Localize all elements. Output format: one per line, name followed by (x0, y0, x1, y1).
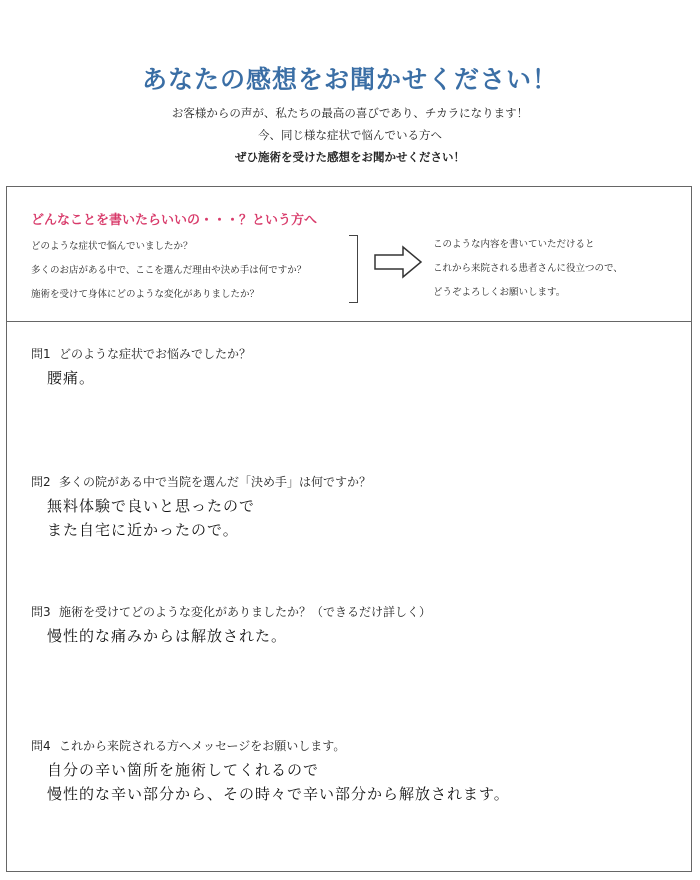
answer-line: 自分の辛い箇所を施術してくれるので (47, 761, 320, 779)
question-3 (31, 603, 671, 648)
handwritten-answer (47, 624, 671, 648)
page-title: あなたの感想をお聞かせください！ (141, 65, 558, 94)
guide-examples (31, 235, 306, 307)
answer-line: 腰痛。 (47, 369, 96, 387)
bracket-divider (349, 235, 358, 303)
handwritten-answer (47, 494, 671, 542)
writing-guide (7, 187, 691, 322)
guide-example: 施術を受けて身体にどのような変化がありましたか？ (31, 289, 260, 300)
question-label (31, 603, 671, 620)
guide-example: どのような症状で悩んでいましたか？ (31, 241, 193, 252)
question-1 (31, 345, 671, 390)
question-text: 多くの院がある中で当院を選んだ「決め手」は何ですか？ (59, 475, 372, 489)
guide-note-line: これから来院される患者さんに役立つので、 (433, 263, 623, 274)
question-label (31, 345, 671, 362)
question-label (31, 473, 671, 490)
intro-text (0, 102, 700, 168)
question-number: 問1 (31, 347, 51, 361)
survey-form (6, 186, 692, 872)
guide-note-line: このような内容を書いていただけると (433, 239, 595, 250)
question-4 (31, 737, 671, 806)
question-2 (31, 473, 671, 542)
guide-note-line: どうぞよろしくお願いします。 (433, 287, 566, 298)
question-text: 施術を受けてどのような変化がありましたか？（できるだけ詳しく） (59, 605, 432, 619)
question-number: 問2 (31, 475, 51, 489)
intro-line: 今、同じ様な症状で悩んでいる方へ (258, 128, 442, 142)
answer-line: また自宅に近かったので。 (47, 521, 239, 539)
question-number: 問4 (31, 739, 51, 753)
answer-line: 無料体験で良いと思ったので (47, 497, 256, 515)
question-text: どのような症状でお悩みでしたか？ (59, 347, 252, 361)
intro-line: お客様からの声が、私たちの最高の喜びであり、チカラになります！ (171, 106, 529, 120)
guide-note (433, 233, 623, 305)
question-text: これから来院される方へメッセージをお願いします。 (59, 739, 346, 753)
right-arrow-icon (373, 245, 423, 279)
handwritten-answer (47, 366, 671, 390)
answer-line: 慢性的な痛みからは解放された。 (47, 627, 288, 645)
guide-heading: どんなことを書いたらいいの・・・？という方へ (31, 213, 318, 228)
question-label (31, 737, 671, 754)
guide-example: 多くのお店がある中で、ここを選んだ理由や決め手は何ですか？ (31, 265, 307, 276)
question-number: 問3 (31, 605, 51, 619)
intro-line-emphasis: ぜひ施術を受けた感想をお聞かせください！ (235, 150, 465, 164)
answer-line: 慢性的な辛い部分から、その時々で辛い部分から解放されます。 (47, 785, 510, 803)
handwritten-answer (47, 758, 671, 806)
